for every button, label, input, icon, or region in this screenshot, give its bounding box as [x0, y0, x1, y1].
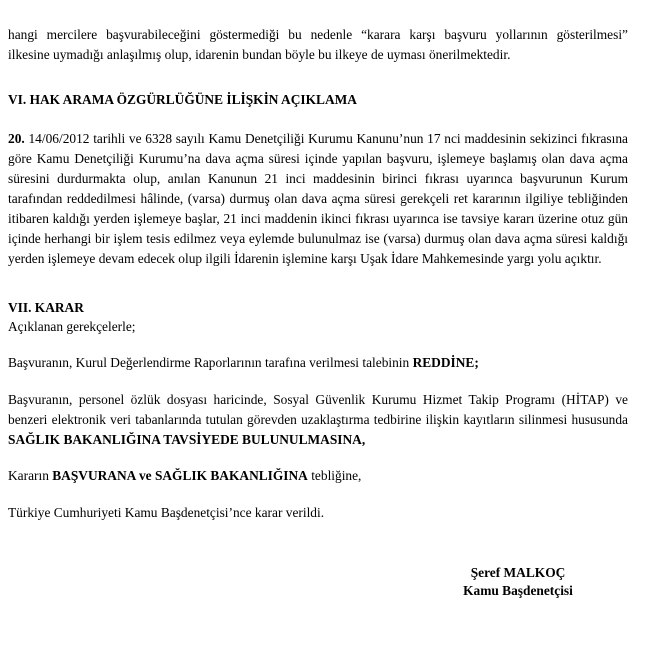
redd-bold: REDDİNE; — [412, 355, 479, 370]
redd-decision — [8, 353, 479, 373]
gerekce-line: Açıklanan gerekçelerle; — [8, 319, 136, 334]
intro-paragraph — [8, 25, 628, 65]
hitap-text: Başvuranın, personel özlük dosyası haricinde, Sosyal Güvenlik Kurumu Hizmet Takip Programı (HİTAP) ve benzeri elektronik veri tabanlarında tutulan görevden uzaklaştırma tedbirine ilişkin kayıtların silinmesi hususunda — [8, 392, 628, 427]
signature-block — [418, 564, 618, 600]
intro-line-2: ilkesine uymadığı anlaşılmış olup, idarenin bundan böyle bu ilkeye de uyması önerilmektedir. — [8, 47, 511, 62]
section-6-heading: VI. HAK ARAMA ÖZGÜRLÜĞÜNE İLİŞKİN AÇIKLAMA — [8, 92, 357, 107]
teblig-bold-1: BAŞVURANA — [52, 468, 136, 483]
signatory-title: Kamu Başdenetçisi — [463, 583, 573, 598]
teblig-post: tebliğine, — [307, 468, 362, 483]
section-7-heading: VII. KARAR — [8, 300, 84, 315]
redd-text: Başvuranın, Kurul Değerlendirme Raporlarının tarafına verilmesi talebinin — [8, 355, 413, 370]
hitap-bold: SAĞLIK BAKANLIĞINA TAVSİYEDE BULUNULMASINA, — [8, 432, 366, 447]
intro-line-1: hangi mercilere başvurabileceğini göstermediği bu nedenle “karara karşı başvuru yollarının gösterilmesi” — [8, 27, 628, 42]
teblig-ve: ve — [135, 468, 155, 483]
paragraph-number: 20. — [8, 131, 25, 146]
teblig-bold-2: SAĞLIK BAKANLIĞINA — [154, 468, 308, 483]
karar-verildi-line: Türkiye Cumhuriyeti Kamu Başdenetçisi’nce karar verildi. — [8, 505, 325, 520]
paragraph-20-text: 14/06/2012 tarihli ve 6328 sayılı Kamu Denetçiliği Kurumu Kanunu’nun 17 nci maddesinin sekizinci fıkrasına göre Kamu Denetçiliği Kurumu’na dava açma süresi içinde yapılan başvuru, işlemeye başlamış olan dava açma süresini durdurmakta olup, anılan Kanunun 21 inci maddesinin birinci fıkrası uyarınca başvurunun Kurum tarafından reddedilmesi hâlinde, (varsa) durmuş olan dava açma süresi gerekçeli ret kararının ilgiliye tebliğinden itibaren kaldığı yerden işlemeye başlar, 21 inci maddenin ikinci fıkrası uyarınca ise tavsiye kararı üzerine otuz gün içinde herhangi bir işlem tesis edilmez veya eylemde bulunulmaz ise (varsa) durmuş olan dava açma süresi kaldığı yerden işlemeye devam edecek olup ilgili İdarenin işlemine karşı Uşak İdare Mahkemesinde yargı yolu açıktır. — [8, 131, 628, 266]
teblig-pre: Kararın — [8, 468, 53, 483]
paragraph-20 — [8, 129, 628, 269]
teblig-line — [8, 466, 361, 486]
signatory-name: Şeref MALKOÇ — [470, 565, 566, 580]
hitap-decision — [8, 390, 628, 450]
